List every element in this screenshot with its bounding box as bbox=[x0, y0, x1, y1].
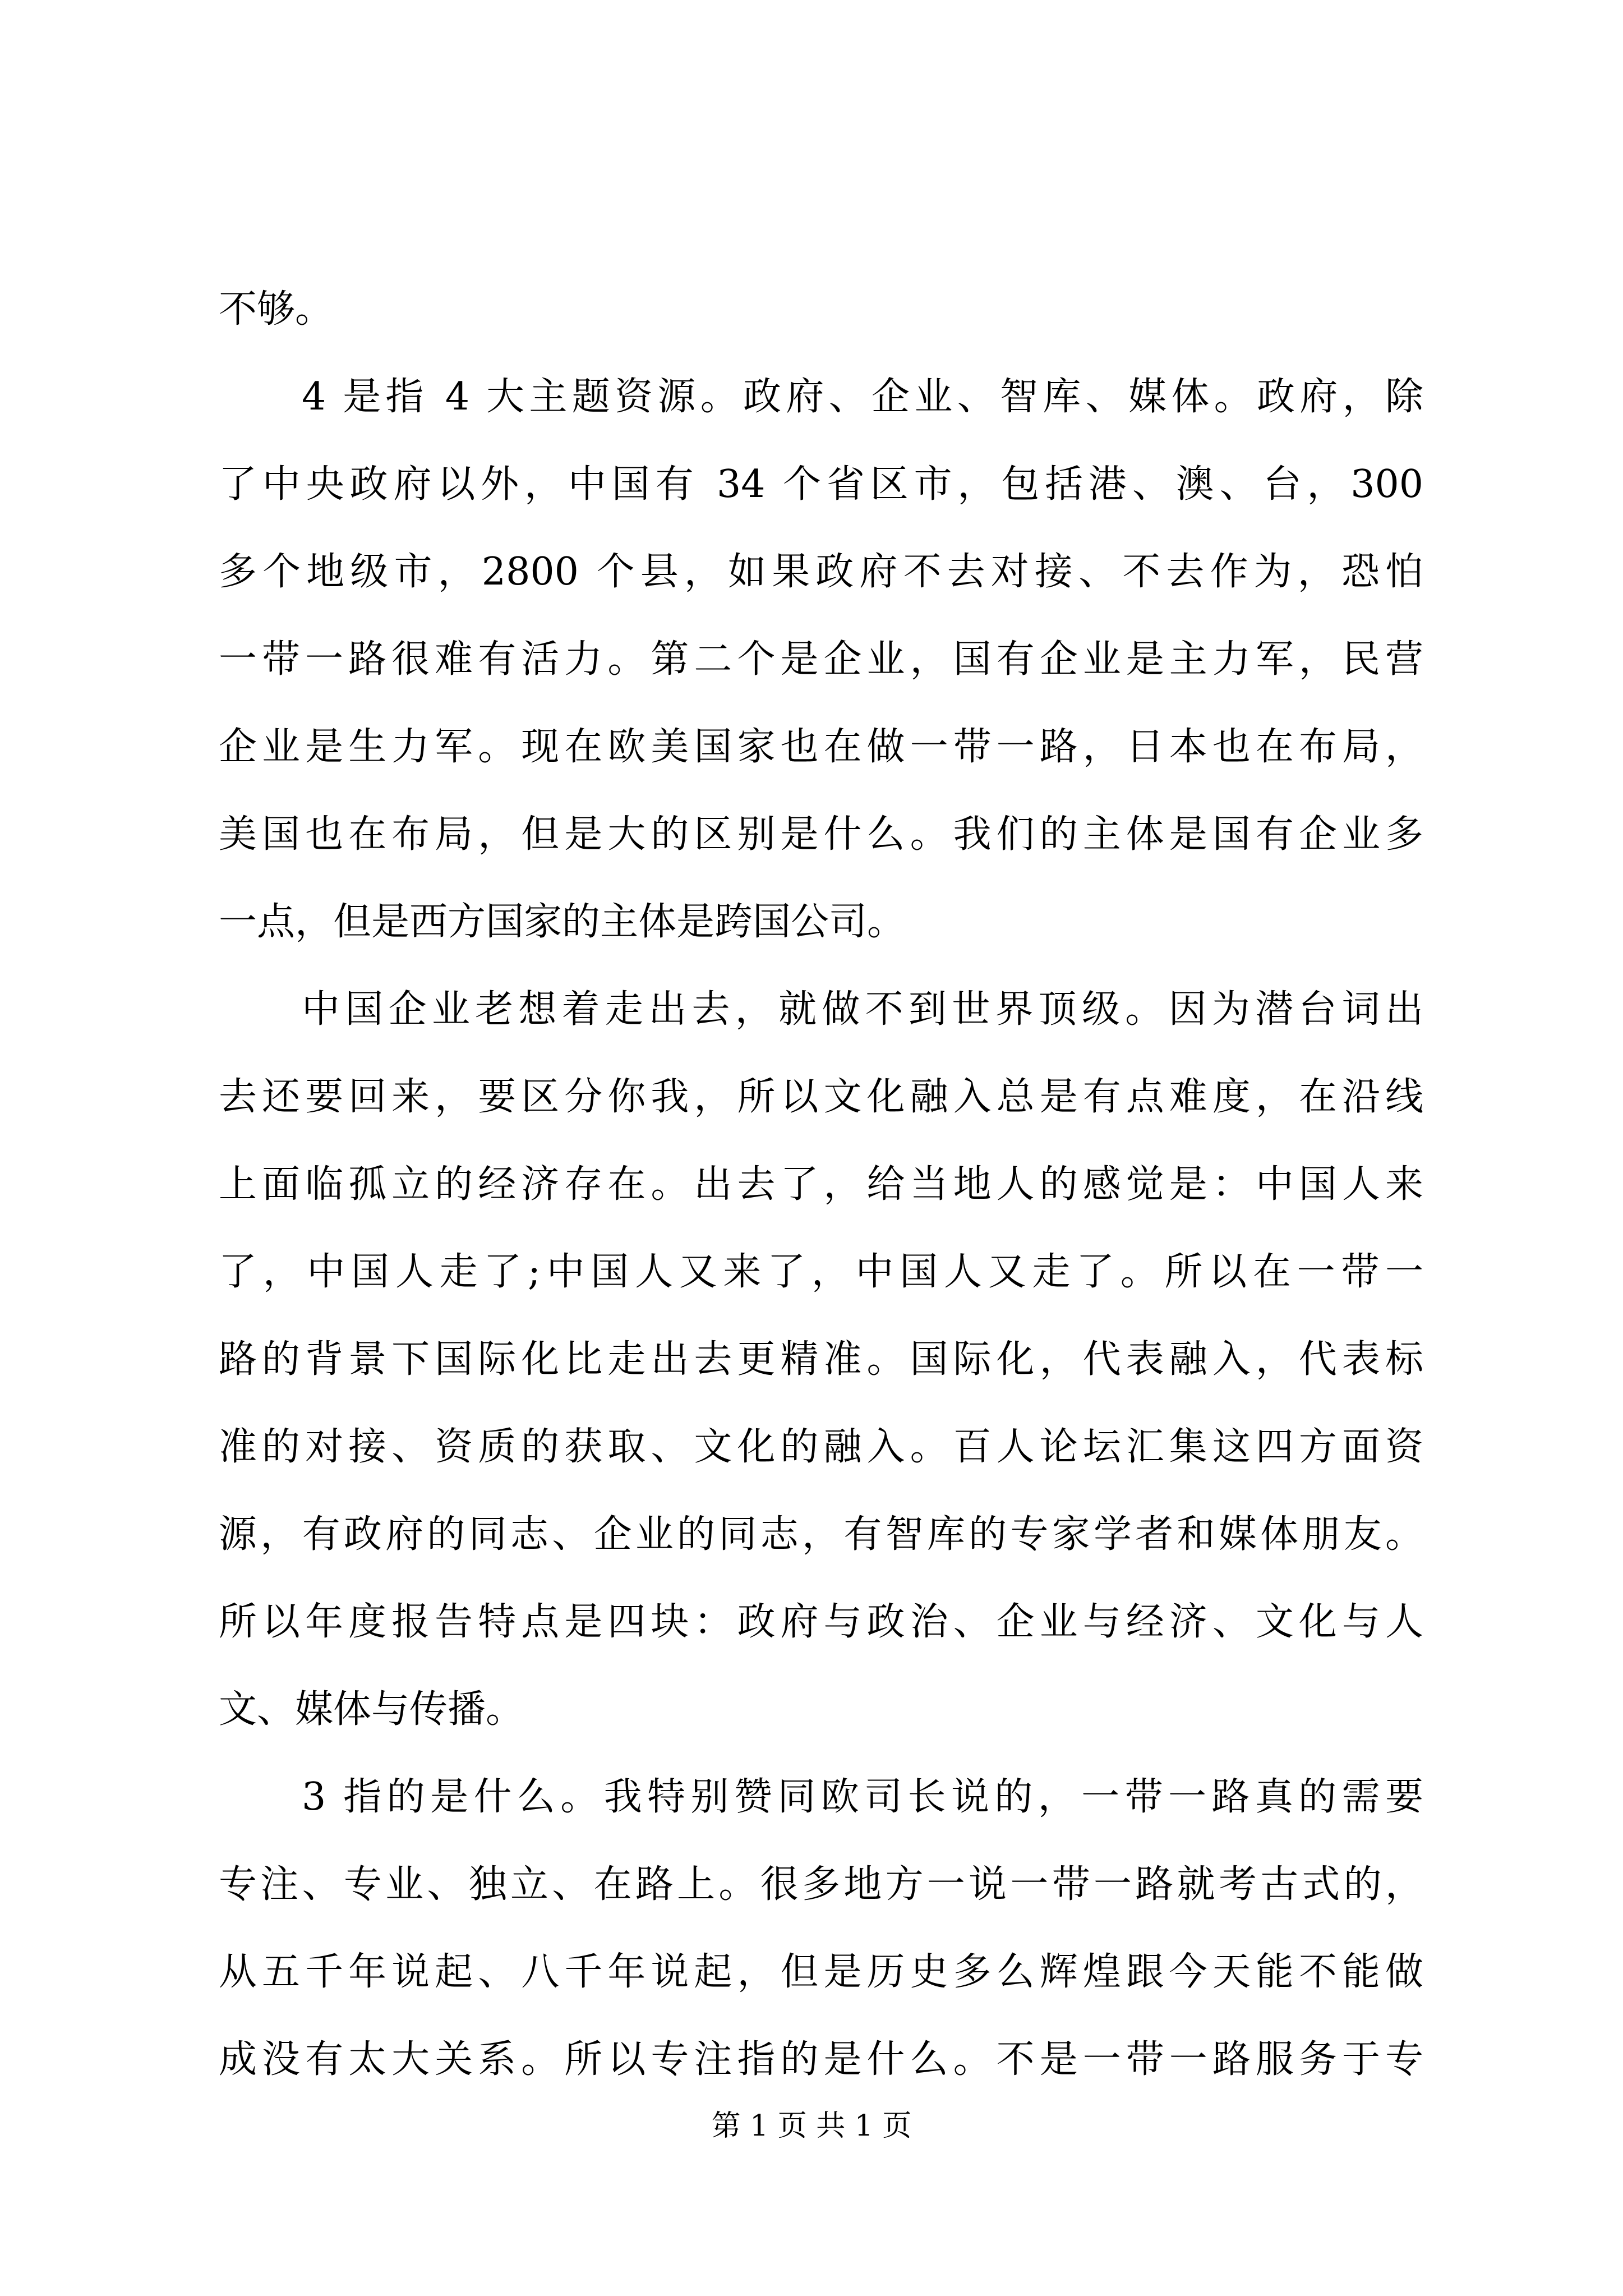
text-line: 了中央政府以外，中国有 34 个省区市，包括港、澳、台，300 bbox=[219, 462, 1423, 507]
text-line: 源，有政府的同志、企业的同志，有智库的专家学者和媒体朋友。 bbox=[219, 1512, 1423, 1557]
page-number-footer: 第 1 页 共 1 页 bbox=[711, 2109, 912, 2143]
text-line: 路的背景下国际化比走出去更精准。国际化，代表融入，代表标 bbox=[219, 1337, 1423, 1382]
text-line: 上面临孤立的经济存在。出去了，给当地人的感觉是：中国人来 bbox=[219, 1162, 1423, 1207]
text-line: 从五千年说起、八千年说起，但是历史多么辉煌跟今天能不能做 bbox=[219, 1950, 1423, 1994]
text-line: 了，中国人走了;中国人又来了，中国人又走了。所以在一带一 bbox=[219, 1250, 1423, 1294]
text-line: 专注、专业、独立、在路上。很多地方一说一带一路就考古式的， bbox=[219, 1862, 1423, 1907]
text-line: 多个地级市，2800 个县，如果政府不去对接、不去作为，恐怕 bbox=[219, 550, 1423, 594]
text-line: 4 是指 4 大主题资源。政府、企业、智库、媒体。政府，除 bbox=[302, 375, 1423, 419]
text-line: 去还要回来，要区分你我，所以文化融入总是有点难度，在沿线 bbox=[219, 1075, 1423, 1119]
document-body bbox=[219, 266, 1423, 2104]
text-line: 所以年度报告特点是四块：政府与政治、企业与经济、文化与人 bbox=[219, 1600, 1423, 1644]
text-line: 一点，但是西方国家的主体是跨国公司。 bbox=[219, 900, 906, 944]
text-line: 文、媒体与传播。 bbox=[219, 1687, 524, 1732]
text-line: 美国也在布局，但是大的区别是什么。我们的主体是国有企业多 bbox=[219, 812, 1423, 857]
text-line: 中国企业老想着走出去，就做不到世界顶级。因为潜台词出 bbox=[302, 987, 1423, 1032]
text-line: 不够。 bbox=[219, 287, 334, 332]
text-line: 企业是生力军。现在欧美国家也在做一带一路，日本也在布局， bbox=[219, 725, 1423, 769]
text-line: 成没有太大关系。所以专注指的是什么。不是一带一路服务于专 bbox=[219, 2037, 1423, 2082]
text-line: 准的对接、资质的获取、文化的融入。百人论坛汇集这四方面资 bbox=[219, 1425, 1423, 1469]
text-line: 3 指的是什么。我特别赞同欧司长说的，一带一路真的需要 bbox=[302, 1775, 1423, 1819]
text-line: 一带一路很难有活力。第二个是企业，国有企业是主力军，民营 bbox=[219, 637, 1423, 682]
